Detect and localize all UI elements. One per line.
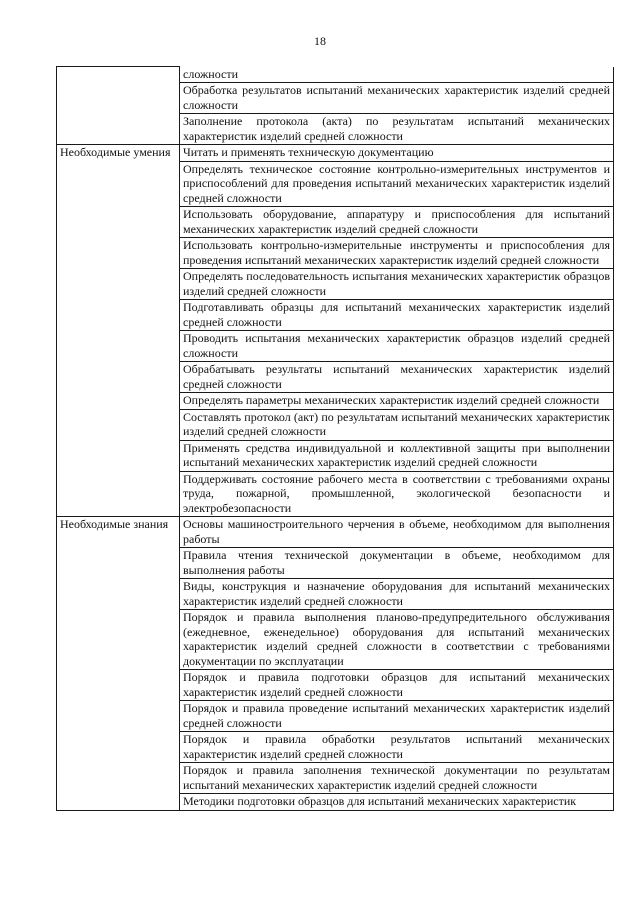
table-cell-item: Подготавливать образцы для испытаний механических характеристик изделий средней сложности: [180, 300, 614, 331]
table-cell-item: Методики подготовки образцов для испытаний механических характеристик: [180, 794, 614, 811]
table-cell-item: Порядок и правила заполнения технической документации по результатам испытаний механических характеристик изделий средней сложности: [180, 763, 614, 794]
section-label-knowledge: Необходимые знания: [57, 517, 180, 811]
table-cell-item: Читать и применять техническую документацию: [180, 145, 614, 162]
page-number: 18: [314, 34, 326, 48]
table-cell-item: Определять последовательность испытания механических характеристик образцов изделий средней сложности: [180, 269, 614, 300]
table-cell-item: Проводить испытания механических характеристик образцов изделий средней сложности: [180, 331, 614, 362]
table-cell-item: Использовать контрольно-измерительные инструменты и приспособления для проведения испытаний механических характеристик изделий средней сложности: [180, 238, 614, 269]
competency-table: [56, 66, 614, 811]
table-cell-item: Заполнение протокола (акта) по результатам испытаний механических характеристик изделий средней сложности: [180, 114, 614, 145]
table-cell-item: Основы машиностроительного черчения в объеме, необходимом для выполнения работы: [180, 517, 614, 548]
table-cell-item: Определять параметры механических характеристик изделий средней сложности: [180, 393, 614, 410]
table-cell-item: Обработка результатов испытаний механических характеристик изделий средней сложности: [180, 83, 614, 114]
table-cell-item: Определять техническое состояние контрольно-измерительных инструментов и приспособлений для проведения испытаний механических характеристик изделий средней сложности: [180, 161, 614, 207]
section-label-skills: Необходимые умения: [57, 145, 180, 517]
table-cell-item: Применять средства индивидуальной и коллективной защиты при выполнении испытаний механических характеристик изделий средней сложности: [180, 440, 614, 471]
table-row: [57, 67, 614, 83]
table-cell-item: Составлять протокол (акт) по результатам испытаний механических характеристик изделий средней сложности: [180, 409, 614, 440]
table-cell-item: Порядок и правила обработки результатов испытаний механических характеристик изделий средней сложности: [180, 732, 614, 763]
table-cell-item: Порядок и правила подготовки образцов для испытаний механических характеристик изделий средней сложности: [180, 670, 614, 701]
table-cell-item: Порядок и правила проведение испытаний механических характеристик изделий средней сложности: [180, 701, 614, 732]
table-cell-item: Порядок и правила выполнения планово-предупредительного обслуживания (ежедневное, еженедельное) оборудования для испытаний механических характеристик изделий средней сложности в соответствии с требованиями документации по эксплуатации: [180, 610, 614, 670]
table-row: [57, 145, 614, 162]
table-cell-item: Обрабатывать результаты испытаний механических характеристик изделий средней сложности: [180, 362, 614, 393]
table-cell-item: Поддерживать состояние рабочего места в соответствии с требованиями охраны труда, пожарной, промышленной, экологической безопасности и электробезопасности: [180, 471, 614, 517]
section-label-continued: [57, 67, 180, 145]
table-cell-item: Правила чтения технической документации в объеме, необходимом для выполнения работы: [180, 548, 614, 579]
table-cell-item: сложности: [180, 67, 614, 83]
table-cell-item: Виды, конструкция и назначение оборудования для испытаний механических характеристик изделий средней сложности: [180, 579, 614, 610]
table-row: [57, 517, 614, 548]
table-cell-item: Использовать оборудование, аппаратуру и приспособления для испытаний механических характеристик изделий средней сложности: [180, 207, 614, 238]
